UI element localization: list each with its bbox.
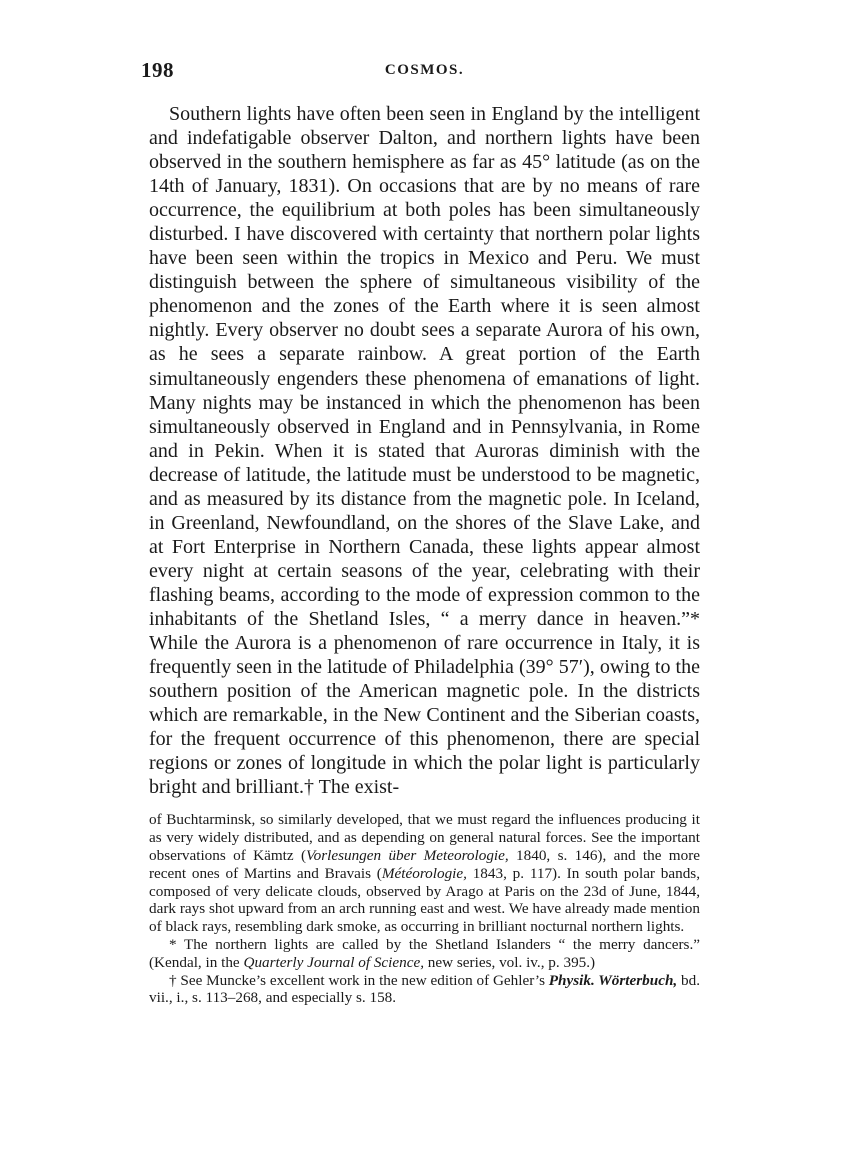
book-page: [141, 58, 701, 1007]
page-number: 198: [141, 58, 174, 82]
footnotes: [149, 811, 700, 1007]
footnote-continued: [149, 811, 700, 936]
footnote-text: of Buchtarminsk, so similarly developed, that we must regard the influences producing it as very widely distributed, and as depending on general natural forces. See the important observations of Kämtz (: [149, 811, 700, 864]
footnote-text: bd. vii., i., s. 113–268, and especially s. 158.: [149, 971, 700, 1007]
footnote-dagger: [149, 972, 700, 1008]
footnote-star: [149, 936, 700, 972]
footnote-text: new series, vol. iv., p. 395.): [424, 953, 596, 971]
main-text: [149, 102, 700, 799]
footnote-title: Quarterly Journal of Science,: [243, 953, 424, 971]
footnote-title: Physik. Wörterbuch,: [548, 971, 678, 989]
body-paragraph: Southern lights have often been seen in England by the intelligent and indefatigable observer Dalton, and northern lights have been observed in the southern hemisphere as far as 45° latitude (as on the 14th of January, 1831). On occasions that are by no means of rare occurrence, the equilibrium at both poles has been simultaneously disturbed. I have discovered with certainty that northern polar lights have been seen within the tropics in Mexico and Peru. We must distinguish between the sphere of simultaneous visibility of the phenomenon and the zones of the Earth where it is seen almost nightly. Every observer no doubt sees a separate Aurora of his own, as he sees a separate rainbow. A great portion of the Earth simultaneously engenders these phenomena of emanations of light. Many nights may be instanced in which the phenomenon has been simultaneously observed in England and in Pennsylvania, in Rome and in Pekin. When it is stated that Auroras diminish with the decrease of latitude, the latitude must be understood to be magnetic, and as measured by its distance from the magnetic pole. In Iceland, in Greenland, Newfoundland, on the shores of the Slave Lake, and at Fort Enterprise in Northern Canada, these lights appear almost every night at certain seasons of the year, celebrating with their flashing beams, according to the mode of expression common to the inhabitants of the Shetland Isles, “ a merry dance in heaven.”* While the Aurora is a phenomenon of rare occurrence in Italy, it is frequently seen in the latitude of Philadelphia (39° 57′), owing to the southern position of the American magnetic pole. In the districts which are remarkable, in the New Continent and the Siberian coasts, for the frequent occurrence of this phenomenon, there are special regions or zones of longitude in which the polar light is particularly bright and brilliant.† The exist-: [149, 103, 700, 799]
footnote-text: † See Muncke’s excellent work in the new edition of Gehler’s: [169, 971, 549, 989]
footnote-title: Météorologie,: [381, 864, 467, 882]
footnote-text: 1843, p. 117). In south polar bands, composed of very delicate clouds, observed by Arago at Paris on the 23d of June, 1844, dark rays shot upward from an arch running east and west. We have already made mention of black rays, resembling dark smoke, as occurring in brilliant nocturnal northern lights.: [149, 864, 700, 936]
footnote-text: 1840, s. 146), and the more recent ones of Martins and Bravais (: [149, 846, 701, 882]
running-title: COSMOS.: [384, 62, 465, 78]
footnote-title: Vorlesungen über Meteorologie,: [306, 846, 509, 864]
footnote-text: * The northern lights are called by the Shetland Islanders “ the merry dancers.” (Kendal, in the: [149, 935, 700, 971]
running-head: [141, 58, 700, 88]
